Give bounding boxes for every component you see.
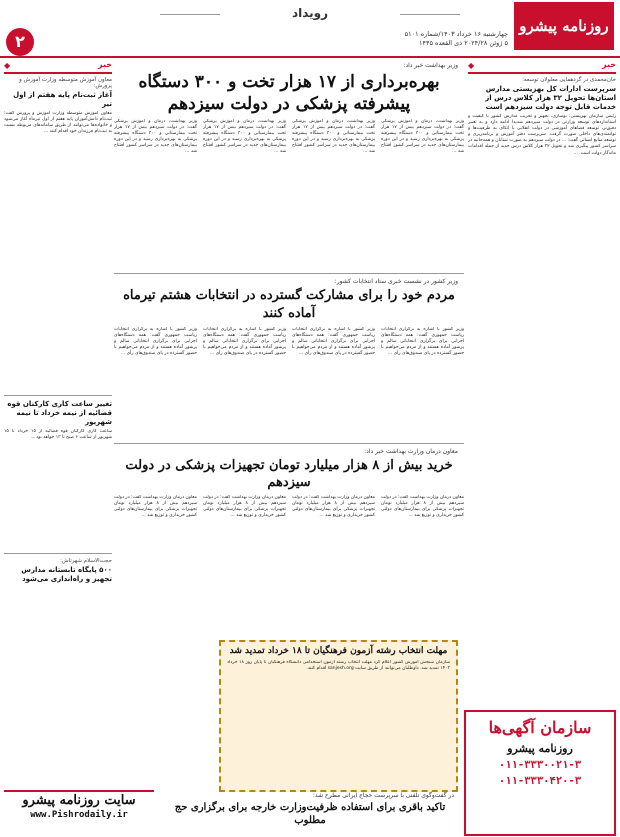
site-label: سایت روزنامه پیشرو	[22, 793, 136, 808]
page-header	[0, 0, 620, 58]
ad-box	[464, 710, 616, 836]
newspaper-logo: روزنامه پیشرو	[514, 2, 614, 50]
news-label: خبر ◆	[4, 60, 112, 74]
article-headline: تاکید باقری برای استفاده ظرفیت‌وزارت خارجه برای برگزاری حج مطلوب	[174, 802, 446, 826]
notice-body: سازمان سنجش آموزش کشور اعلام کرد مهلت انتخاب رشته آزمون استخدامی دانشگاه فرهنگیان تا پایان روز ۱۸ خرداد ۱۴۰۳ تمدید شد. داوطلبان می‌توانند از طریق سایت sanjesh.org اقدام کنند.	[227, 660, 451, 672]
middle-column	[114, 60, 464, 645]
article-body: معاون آموزش متوسطه وزارت آموزش و پرورش گفت: ثبت‌نام دانش‌آموزان پایه هفتم از اول تیرماه آغاز می‌شود و خانواده‌ها می‌توانند از طریق سامانه‌های مربوطه نسبت به ثبت‌نام فرزندان خود اقدام کنند ...	[4, 111, 112, 135]
article-body: رئیس سازمان بهزیستی: نوسازی، تجهیز و تخریب مدارس کشور با کیفیت و استانداردهای توسعه وزارتی در دولت سیزدهم شدیدا ادامه دارد و به تعبیر دقیق‌تر، توسعه فضاهای آموزشی در دولت انقلابی با اتکای به ظرفیت‌ها و توانمندی‌های داخلی صورت گرفت. سرپرست دفتر آموزش و برنامه‌ریزی و توسعه منابع انسانی گفت: ... در دولت سیزدهم به صورت شتابان و همه‌جانبه در سراسر کشور پیگیری شد و تحویل ۳۲ هزار کلاس درس جدید از جمله اقدامات ماندگار دولت است. ...	[468, 114, 616, 156]
lead-headline: بهره‌برداری از ۱۷ هزار تخت و ۳۰۰ دستگاه پیشرفته پزشکی در دولت سیزدهم	[138, 72, 440, 114]
article-body: معاون درمان وزارت بهداشت گفت: در دولت سیزدهم بیش از ۸ هزار میلیارد تومان تجهیزات پزشکی برای بیمارستان‌های دولتی کشور خریداری و توزیع شد ... معاون درمان وزارت بهداشت گفت: در دولت سیزدهم بیش از ۸ هزار میلیارد تومان تجهیزات پزشکی برای بیمارستان‌های دولتی کشور خریداری و توزیع شد ... معاون درمان وزارت بهداشت گفت: در دولت سیزدهم بیش از ۸ هزار میلیارد تومان تجهیزات پزشکی برای بیمارستان‌های دولتی کشور خریداری و توزیع شد ... معاون درمان وزارت بهداشت گفت: در دولت سیزدهم بیش از ۸ هزار میلیارد تومان تجهیزات پزشکی برای بیمارستان‌های دولتی کشور خریداری و توزیع شد ...	[114, 495, 464, 519]
article-headline: سرپرست ادارات کل بهزیستی مدارس استان‌ها تحویل ۳۲ هزار کلاس درس از خدمات قابل توجه دولت سیزدهم است	[485, 85, 616, 111]
ad-phone: ۰۱۱-۳۳۳۰۴۲۰-۳	[498, 775, 582, 787]
article-kicker: معاون آموزش متوسطه وزارت آموزش و پرورش:	[19, 77, 112, 89]
left-column	[4, 60, 112, 833]
page-number: ۲	[6, 28, 34, 56]
divider	[4, 395, 112, 396]
article-kicker: معاون درمان وزارت بهداشت خبر داد:	[364, 448, 458, 455]
article-kicker: وزیر کشور در نشست خبری ستاد انتخابات کشور:	[334, 278, 458, 285]
ad-brand: روزنامه پیشرو	[507, 742, 573, 755]
section-title: رویداد	[200, 6, 420, 20]
article-headline: ۵۰۰ پایگاه تابستانه مدارس تجهیز و راه‌اندازی می‌شود	[21, 566, 112, 583]
article-kicker: حجت‌الاسلام شهرتاش:	[59, 558, 112, 564]
article-kicker: خان‌محمدی در گردهمایی معلولان توسعه:	[522, 77, 616, 83]
article-headline: آغاز ثبت‌نام پایه هفتم از اول تیر	[13, 91, 112, 108]
news-label: خبر ◆	[468, 60, 616, 74]
notice-title: مهلت انتخاب رشته آزمون فرهنگیان تا ۱۸ خرداد تمدید شد	[229, 646, 448, 656]
article-kicker: وزیر بهداشت خبر داد:	[403, 62, 458, 69]
date-line: چهارشنبه ۱۶ خرداد ۱۴۰۳/شماره ۵۱۰۱ ۵ ژوئن ۲۰۲۴/۲۸ ذی القعده ۱۴۴۵	[404, 30, 508, 47]
site-banner	[4, 790, 154, 834]
article-headline: مردم خود را برای مشارکت گسترده در انتخابات هشتم تیرماه آماده کنند	[123, 288, 455, 321]
article-body: وزیر کشور با اشاره به برگزاری انتخابات ریاست جمهوری گفت: همه دستگاه‌های اجرایی برای برگزاری انتخاباتی سالم و پرشور آماده هستند و از مردم می‌خواهیم با حضور گسترده در پای صندوق‌های رأی ... وزیر کشور با اشاره به برگزاری انتخابات ریاست جمهوری گفت: همه دستگاه‌های اجرایی برای برگزاری انتخاباتی سالم و پرشور آماده هستند و از مردم می‌خواهیم با حضور گسترده در پای صندوق‌های رأی ... وزیر کشور با اشاره به برگزاری انتخابات ریاست جمهوری گفت: همه دستگاه‌های اجرایی برای برگزاری انتخاباتی سالم و پرشور آماده هستند و از مردم می‌خواهیم با حضور گسترده در پای صندوق‌های رأی ... وزیر کشور با اشاره به برگزاری انتخابات ریاست جمهوری گفت: همه دستگاه‌های اجرایی برای برگزاری انتخاباتی سالم و پرشور آماده هستند و از مردم می‌خواهیم با حضور گسترده در پای صندوق‌های رأی ...	[114, 327, 464, 357]
divider	[4, 553, 112, 554]
article-headline: تغییر ساعت کاری کارکنان قوه قضائیه از نیمه خرداد تا نیمه شهریور	[7, 400, 112, 426]
notice-box	[219, 640, 458, 792]
arrow-icon: ◆	[4, 61, 11, 70]
arrow-icon: ◆	[468, 61, 475, 70]
site-url[interactable]: www.Pishrodaily.ir	[30, 810, 128, 820]
divider	[114, 273, 464, 274]
article-body: وزیر بهداشت، درمان و آموزش پزشکی گفت: در دولت سیزدهم بیش از ۱۷ هزار تخت بیمارستانی و ۳۰۰ دستگاه پیشرفته پزشکی به بهره‌برداری رسید و در این دوره بیمارستان‌های جدید در سراسر کشور افتتاح شد ... وزیر بهداشت، درمان و آموزش پزشکی گفت: در دولت سیزدهم بیش از ۱۷ هزار تخت بیمارستانی و ۳۰۰ دستگاه پیشرفته پزشکی به بهره‌برداری رسید و در این دوره بیمارستان‌های جدید در سراسر کشور افتتاح شد ... وزیر بهداشت، درمان و آموزش پزشکی گفت: در دولت سیزدهم بیش از ۱۷ هزار تخت بیمارستانی و ۳۰۰ دستگاه پیشرفته پزشکی به بهره‌برداری رسید و در این دوره بیمارستان‌های جدید در سراسر کشور افتتاح شد ... وزیر بهداشت، درمان و آموزش پزشکی گفت: در دولت سیزدهم بیش از ۱۷ هزار تخت بیمارستانی و ۳۰۰ دستگاه پیشرفته پزشکی به بهره‌برداری رسید و در این دوره بیمارستان‌های جدید در سراسر کشور افتتاح شد ...	[114, 119, 464, 155]
ad-title: سازمان آگهی‌ها	[488, 718, 592, 737]
divider	[114, 443, 464, 444]
bottom-article: در گفت‌وگوی تلفنی با سرپرست حجاج ایرانی مطرح شد: تاکید باقری برای استفاده ظرفیت‌وزارت خارجه برای برگزاری حج مطلوب	[160, 790, 460, 827]
ad-phone: ۰۱۱-۳۳۳۰۰۲۱-۳	[498, 759, 582, 771]
article-body: ساعت کاری کارکنان قوه قضائیه از ۱۵ خرداد تا ۱۵ شهریور از ساعت ۶ صبح تا ۱۳ خواهد بود ...	[4, 429, 112, 441]
article-headline: خرید بیش از ۸ هزار میلیارد تومان تجهیزات پزشکی در دولت سیزدهم	[125, 458, 453, 490]
